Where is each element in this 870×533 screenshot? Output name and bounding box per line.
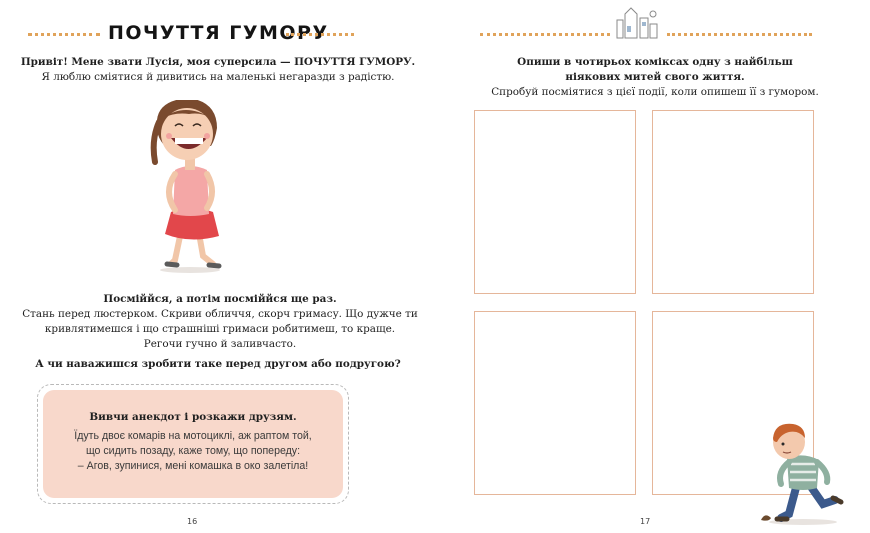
joke-text	[43, 429, 343, 474]
title-dots-left	[28, 33, 100, 36]
laugh-heading: Посміййся, а потім посміййся ще раз.	[103, 293, 337, 305]
instruction-hint: Спробуй посміятися з цієї події, коли опишеш її з гумором.	[491, 86, 819, 98]
intro-block	[18, 55, 418, 85]
joke-title: Вивчи анекдот і розкажи друзям.	[89, 411, 297, 423]
instruction-line: Опиши в чотирьох коміксах одну з найбільш	[517, 56, 793, 68]
comic-frame-3[interactable]	[474, 311, 636, 495]
joke-box	[37, 384, 349, 504]
joke-line: – Агов, зупинися, мені комашка в око залетіла!	[77, 460, 309, 472]
joke-background	[43, 390, 343, 498]
right-page	[435, 0, 870, 533]
instruction-line: ніякових митей свого життя.	[565, 71, 745, 83]
intro-text: Я люблю сміятися й дивитись на маленькі негаразди з радістю.	[41, 71, 395, 83]
cityscape-icon	[613, 6, 661, 40]
joke-line: що сидить позаду, каже тому, що попереду:	[85, 445, 301, 457]
instruction-block	[465, 55, 845, 100]
laugh-line: Стань перед люстерком. Скриви обличчя, скорч гримасу. Що дужче ти	[22, 308, 418, 320]
laugh-block	[10, 292, 430, 352]
laughing-girl-illustration	[145, 100, 230, 275]
page-title: ПОЧУТТЯ ГУМОРУ	[108, 22, 329, 44]
intro-greeting: Привіт! Мене звати Лусія, моя суперсила — ПОЧУТТЯ ГУМОРУ.	[20, 56, 416, 68]
title-dots-right	[286, 33, 354, 36]
page-number-left: 16	[187, 517, 198, 526]
boy-stepping-illustration	[753, 422, 853, 527]
challenge-question: А чи наважишся зробити таке перед другом або подругою?	[35, 358, 401, 370]
header-dots-right	[667, 33, 812, 36]
comic-frame-2[interactable]	[652, 110, 814, 294]
laugh-line: кривлятимешся і що страшніші гримаси робитимеш, то краще.	[44, 323, 396, 335]
header-dots-left	[480, 33, 610, 36]
joke-line: Їдуть двоє комарів на мотоциклі, аж раптом той,	[74, 430, 312, 442]
page-number-right: 17	[640, 517, 651, 526]
laugh-line: Регочи гучно й заливчасто.	[143, 338, 297, 350]
comic-frame-1[interactable]	[474, 110, 636, 294]
